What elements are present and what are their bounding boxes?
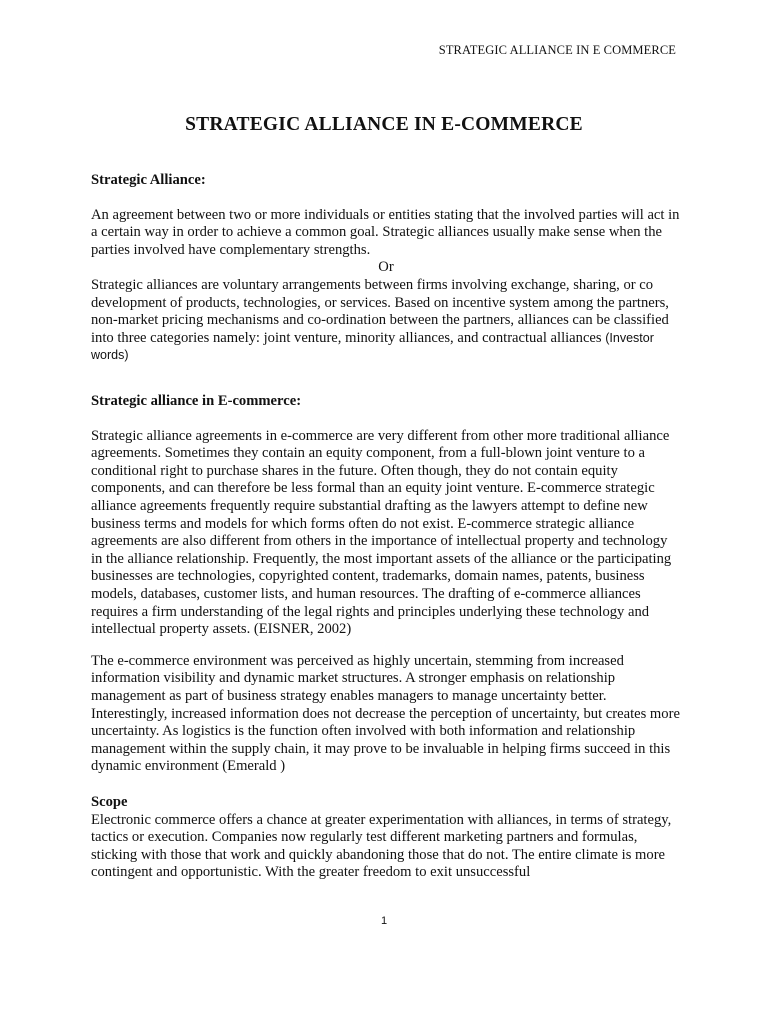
paragraph-text: Strategic alliances are voluntary arrangements between firms involving exchange, sharing, or co development of products, technologies, or services. Based on incentive system among the partners, non-market pricing mechanisms and co-ordination between the partners, alliances can be classified into three categories namely: joint venture, minority alliances, and contractual alliances [91,276,669,346]
section-heading: Scope [91,794,128,810]
paragraph: An agreement between two or more individuals or entities stating that the involved parties will act in a certain way in order to achieve a common goal. Strategic alliances usually make sense when the parties involved have complementary strengths. [91,206,680,258]
paragraph: The e-commerce environment was perceived as highly uncertain, stemming from increased information visibility and dynamic market structures. A stronger emphasis on relationship management as part of business strategy enables managers to manage uncertainty better. Interestingly, increased information does not decrease the perception of uncertainty, but creates more uncertainty. As logistics is the function often involved with both information and relationship management within the supply chain, it may prove to be invaluable in helping firms succeed in this dynamic environment (Emerald ) [91,652,680,775]
section-scope [91,794,681,882]
paragraph: Electronic commerce offers a chance at greater experimentation with alliances, in terms of strategy, tactics or execution. Companies now regularly test different marketing partners and formulas, sticking with those that work and quickly abandoning those that do not. The entire climate is more contingent and opportunistic. With the greater freedom to exit unsuccessful [91,811,672,881]
page-number: 1 [380,915,388,927]
running-header: STRATEGIC ALLIANCE IN E COMMERCE [438,43,676,57]
section-strategic-alliance [91,172,681,365]
section-heading: Strategic Alliance: [91,172,206,188]
document-title: STRATEGIC ALLIANCE IN E-COMMERCE [185,114,583,135]
paragraph: Strategic alliance agreements in e-commerce are very different from other more traditional alliance agreements. Sometimes they contain an equity component, from a full-blown joint venture to a conditional right to purchase shares in the future. Often though, they do not contain equity components, and can therefore be less formal than an equity joint venture. E-commerce strategic alliance agreements frequently require substantial drafting as the lawyers attempt to define new business terms and models for which forms often do not exist. E-commerce strategic alliance agreements are also different from others in the importance of intellectual property and technology in the alliance relationship. Frequently, the most important assets of the alliance or the participating businesses are technologies, copyrighted content, trademarks, domain names, patents, business models, databases, customer lists, and human resources. The drafting of e-commerce alliances requires a firm understanding of the legal rights and principles underlying these technology and intellectual property assets. (EISNER, 2002) [91,427,672,638]
section-ecommerce [91,393,681,776]
or-separator: Or [378,259,394,276]
paragraph [91,277,681,365]
section-heading: Strategic alliance in E-commerce: [91,393,302,409]
citation: (Investor words) [91,330,654,363]
